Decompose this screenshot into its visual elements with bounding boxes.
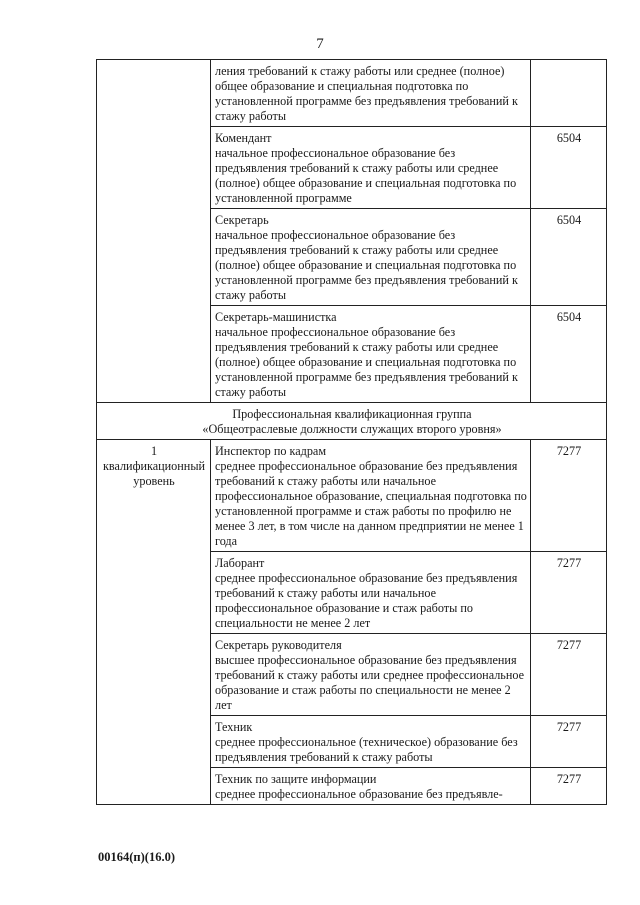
position-cell [211,306,531,403]
group-header-row [97,403,607,440]
salary-cell: 7277 [531,440,607,552]
document-code: 00164(п)(16.0) [98,850,175,864]
group-title-line1: Профессиональная квалификационная группа [232,407,472,421]
position-title: Техник [215,720,253,734]
position-title: Техник по защите информации [215,772,377,786]
page-number: 7 [316,36,324,52]
position-cell [211,60,531,127]
salary-cell: 6504 [531,127,607,209]
position-requirements: среднее профессиональное (техническое) образование без предъявления требований к стажу работы [215,735,518,764]
group-title-line2: «Общеотраслевые должности служащих второго уровня» [202,422,502,436]
level-cell [97,60,211,403]
position-requirements: высшее профессиональное образование без предъявления требований к стажу работы или среднее профессиональное образование и стаж работы по специальности не менее 2 лет [215,653,525,712]
position-title: Инспектор по кадрам [215,444,327,458]
position-cell [211,440,531,552]
qualification-table [96,59,607,805]
position-cell [211,552,531,634]
position-cell [211,209,531,306]
table-row [97,60,607,127]
salary-cell: 6504 [531,306,607,403]
group-header [97,403,607,440]
salary-cell: 7277 [531,716,607,768]
position-requirements: среднее профессиональное образование без предъявле- [215,787,503,801]
position-requirements: среднее профессиональное образование без предъявления требований к стажу работы или начальное профессиональное образование, специальная подготовка по установленной программе и стаж работы по профилю не менее 3 лет, в том числе на данном предприятии не менее 1 года [215,459,527,548]
salary-cell: 6504 [531,209,607,306]
level-cell: 1 квалификационный уровень [97,440,211,805]
table-row [97,440,607,552]
position-cell [211,716,531,768]
position-requirements: среднее профессиональное образование без предъявления требований к стажу работы или начальное профессиональное образование и стаж работы по специальности не менее 2 лет [215,571,518,630]
position-requirements: начальное профессиональное образование без предъявления требований к стажу работы или среднее (полное) общее образование и специальная подготовка по установленной программе без предъявления требований к стажу работы [215,228,518,302]
position-cell [211,768,531,805]
position-title: Секретарь руководителя [215,638,342,652]
position-title: Лаборант [215,556,265,570]
position-cell [211,634,531,716]
salary-cell [531,60,607,127]
salary-cell: 7277 [531,768,607,805]
salary-cell: 7277 [531,634,607,716]
position-requirements: начальное профессиональное образование без предъявления требований к стажу работы или среднее (полное) общее образование и специальная подготовка по установленной программе без предъявления требований к стажу работы [215,325,518,399]
position-cell [211,127,531,209]
salary-cell: 7277 [531,552,607,634]
position-title: Секретарь-машинистка [215,310,337,324]
position-title: Комендант [215,131,272,145]
position-title: Секретарь [215,213,269,227]
position-requirements: начальное профессиональное образование без предъявления требований к стажу работы или среднее (полное) общее образование и специальная подготовка по установленной программе [215,146,517,205]
position-requirements: ления требований к стажу работы или среднее (полное) общее образование и специальная подготовка по установленной программе без предъявления требований к стажу работы [215,64,518,123]
